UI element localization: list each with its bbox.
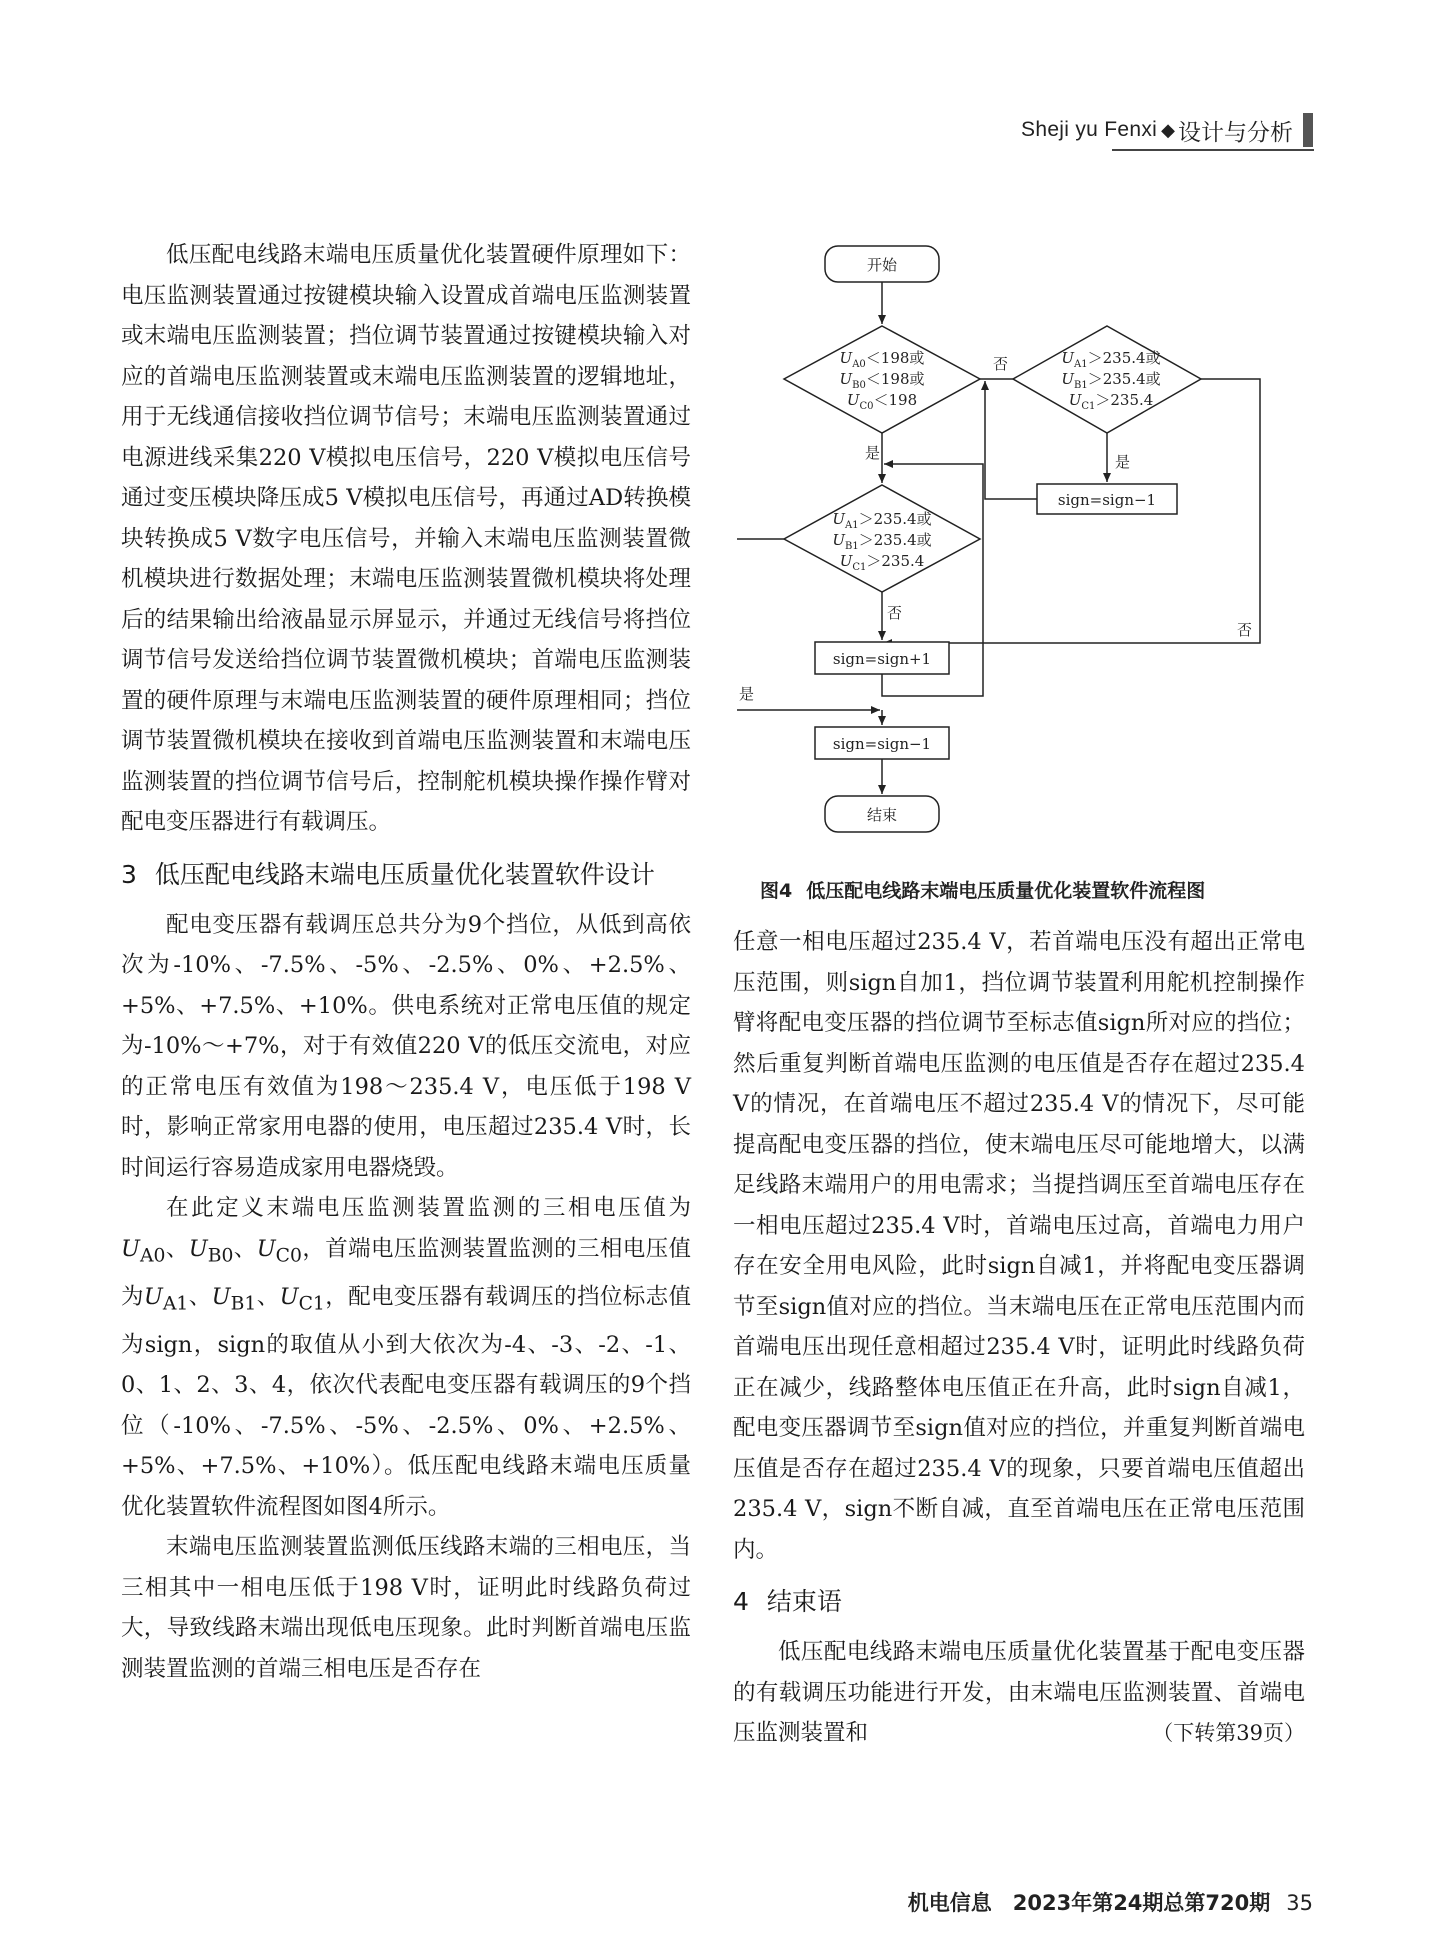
d2-line1: $U_{A1}>235.4$或 xyxy=(1061,349,1161,370)
page-number: 35 xyxy=(1286,1891,1313,1915)
continued-note: （下转第39页） xyxy=(1152,1721,1305,1745)
d1-line1: $U_{A0}<198$或 xyxy=(839,349,925,370)
paragraph: 配电变压器有载调压总共分为9个挡位，从低到高依次为-10%、-7.5%、-5%、-2.5%、0%、+2.5%、+5%、+7.5%、+10%。供电系统对正常电压值的规定为-10%～+7%，对于有效值220 V的低压交流电，对应的正常电压有效值为198～235.4 V，电压低于198 V时，影响正常家用电器的使用，电压超过235.4 V时，长时间运行容易造成家用电器烧毁。 xyxy=(121,911,691,1181)
paragraph: 低压配电线路末端电压质量优化装置硬件原理如下：电压监测装置通过按键模块输入设置成首端电压监测装置或末端电压监测装置；挡位调节装置通过按键模块输入对应的首端电压监测装置或末端电压监测装置的逻辑地址，用于无线通信接收挡位调节信号；末端电压监测装置通过电源进线采集220 V模拟电压信号，220 V模拟电压信号通过变压模块降压成5 V模拟电压信号，再通过AD转换模块转换成5 V数字电压信号，并输入末端电压监测装置微机模块进行数据处理；末端电压监测装置微机模块将处理后的结果输出给液晶显示屏显示，并通过无线信号将挡位调节信号发送给挡位调节装置微机模块；首端电压监测装置的硬件原理与末端电压监测装置的硬件原理相同；挡位调节装置微机模块在接收到首端电压监测装置和末端电压监测装置的挡位调节信号后，控制舵机模块操作操作臂对配电变压器进行有载调压。 xyxy=(121,242,691,835)
figure-caption-text: 低压配电线路末端电压质量优化装置软件流程图 xyxy=(806,880,1206,902)
section-heading xyxy=(733,1580,1305,1624)
d3-line1: $U_{A1}>235.4$或 xyxy=(832,510,932,531)
d2-line3: $U_{C1}>235.4$ xyxy=(1068,391,1154,412)
paragraph: 低压配电线路末端电压质量优化装置基于配电变压器的有载调压功能进行开发，由末端电压监测装置、首端电压监测装置和 （下转第39页） xyxy=(733,1632,1305,1754)
section-title: 低压配电线路末端电压质量优化装置软件设计 xyxy=(154,859,655,889)
page-footer xyxy=(908,1887,1313,1917)
sign-inc-label: sign=sign+1 xyxy=(832,650,932,668)
sign-dec-right-label: sign=sign−1 xyxy=(1057,491,1157,509)
start-label: 开始 xyxy=(866,256,898,274)
label-yes-d1: 是 xyxy=(865,444,881,462)
flowchart-figure xyxy=(737,236,1307,856)
running-header xyxy=(1021,112,1313,148)
paragraph: 末端电压监测装置监测低压线路末端的三相电压，当三相其中一相电压低于198 V时，证明此时线路负荷过大，导致线路末端出现低电压现象。此时判断首端电压监测装置监测的首端三相电压是否存在 xyxy=(121,1534,691,1682)
label-no-d2: 否 xyxy=(1237,621,1253,639)
d3-line2: $U_{B1}>235.4$或 xyxy=(832,531,932,552)
paragraph: 任意一相电压超过235.4 V，若首端电压没有超出正常电压范围，则sign自加1，挡位调节装置利用舵机控制操作臂将配电变压器的挡位调节至标志值sign所对应的挡位；然后重复判断首端电压监测的电压值是否存在超过235.4 V的情况，在首端电压不超过235.4 V的情况下，尽可能提高配电变压器的挡位，使末端电压尽可能地增大，以满足线路末端用户的用电需求；当提挡调压至首端电压存在一相电压超过235.4 V时，首端电压过高，首端电力用户存在安全用电风险，此时sign自减1，并将配电变压器调节至sign值对应的挡位。当末端电压在正常电压范围内而首端电压出现任意相超过235.4 V时，证明此时线路负荷正在减少，线路整体电压值正在升高，此时sign自减1，配电变压器调节至sign值对应的挡位，并重复判断首端电压值是否存在超过235.4 V的现象，只要首端电压值超出235.4 V，sign不断自减，直至首端电压在正常电压范围内。 xyxy=(733,929,1305,1563)
running-title-cn: 设计与分析 xyxy=(1178,118,1293,145)
end-label: 结束 xyxy=(866,806,898,824)
flowchart xyxy=(737,236,1307,856)
header-rule xyxy=(1112,149,1314,151)
paragraph-symbols: 在此定义末端电压监测装置监测的三相电压值为$U_{A0}$、$U_{B0}$、$U_{C0}$，首端电压监测装置监测的三相电压值为$U_{A1}$、$U_{B1}$、$U_{C1}$，配电变压器有载调压的挡位标志值为sign，sign的取值从小到大依次为-4、-3、-2、-1、0、1、2、3、4，依次代表配电变压器有载调压的9个挡位（-10%、-7.5%、-5%、-2.5%、0%、+2.5%、+5%、+7.5%、+10%）。低压配电线路末端电压质量优化装置软件流程图如图4所示。 xyxy=(121,1195,691,1520)
figure-caption xyxy=(760,876,1205,903)
d3-line3: $U_{C1}>235.4$ xyxy=(839,552,925,573)
left-column xyxy=(121,235,691,1689)
journal-info: 机电信息 2023年第24期总第720期 xyxy=(907,1891,1271,1915)
diamond-icon: ◆ xyxy=(1161,119,1175,140)
running-title-latin: Sheji yu Fenxi xyxy=(1021,118,1158,141)
figure-label: 图4 xyxy=(760,880,793,902)
label-yes-d3: 是 xyxy=(739,685,755,703)
label-yes-d2: 是 xyxy=(1115,453,1131,471)
section-number: 3 xyxy=(121,859,137,889)
d2-line2: $U_{B1}>235.4$或 xyxy=(1061,370,1161,391)
d1-line2: $U_{B0}<198$或 xyxy=(839,370,925,391)
label-no-d1: 否 xyxy=(993,355,1009,373)
header-bar xyxy=(1303,113,1313,147)
d1-line3: $U_{C0}<198$ xyxy=(846,391,918,412)
right-column xyxy=(733,922,1305,1754)
section-heading xyxy=(121,853,691,897)
section-number: 4 xyxy=(733,1587,749,1616)
sign-dec-label: sign=sign−1 xyxy=(832,735,932,753)
label-no-d3: 否 xyxy=(887,604,903,622)
section-title: 结束语 xyxy=(766,1587,842,1616)
